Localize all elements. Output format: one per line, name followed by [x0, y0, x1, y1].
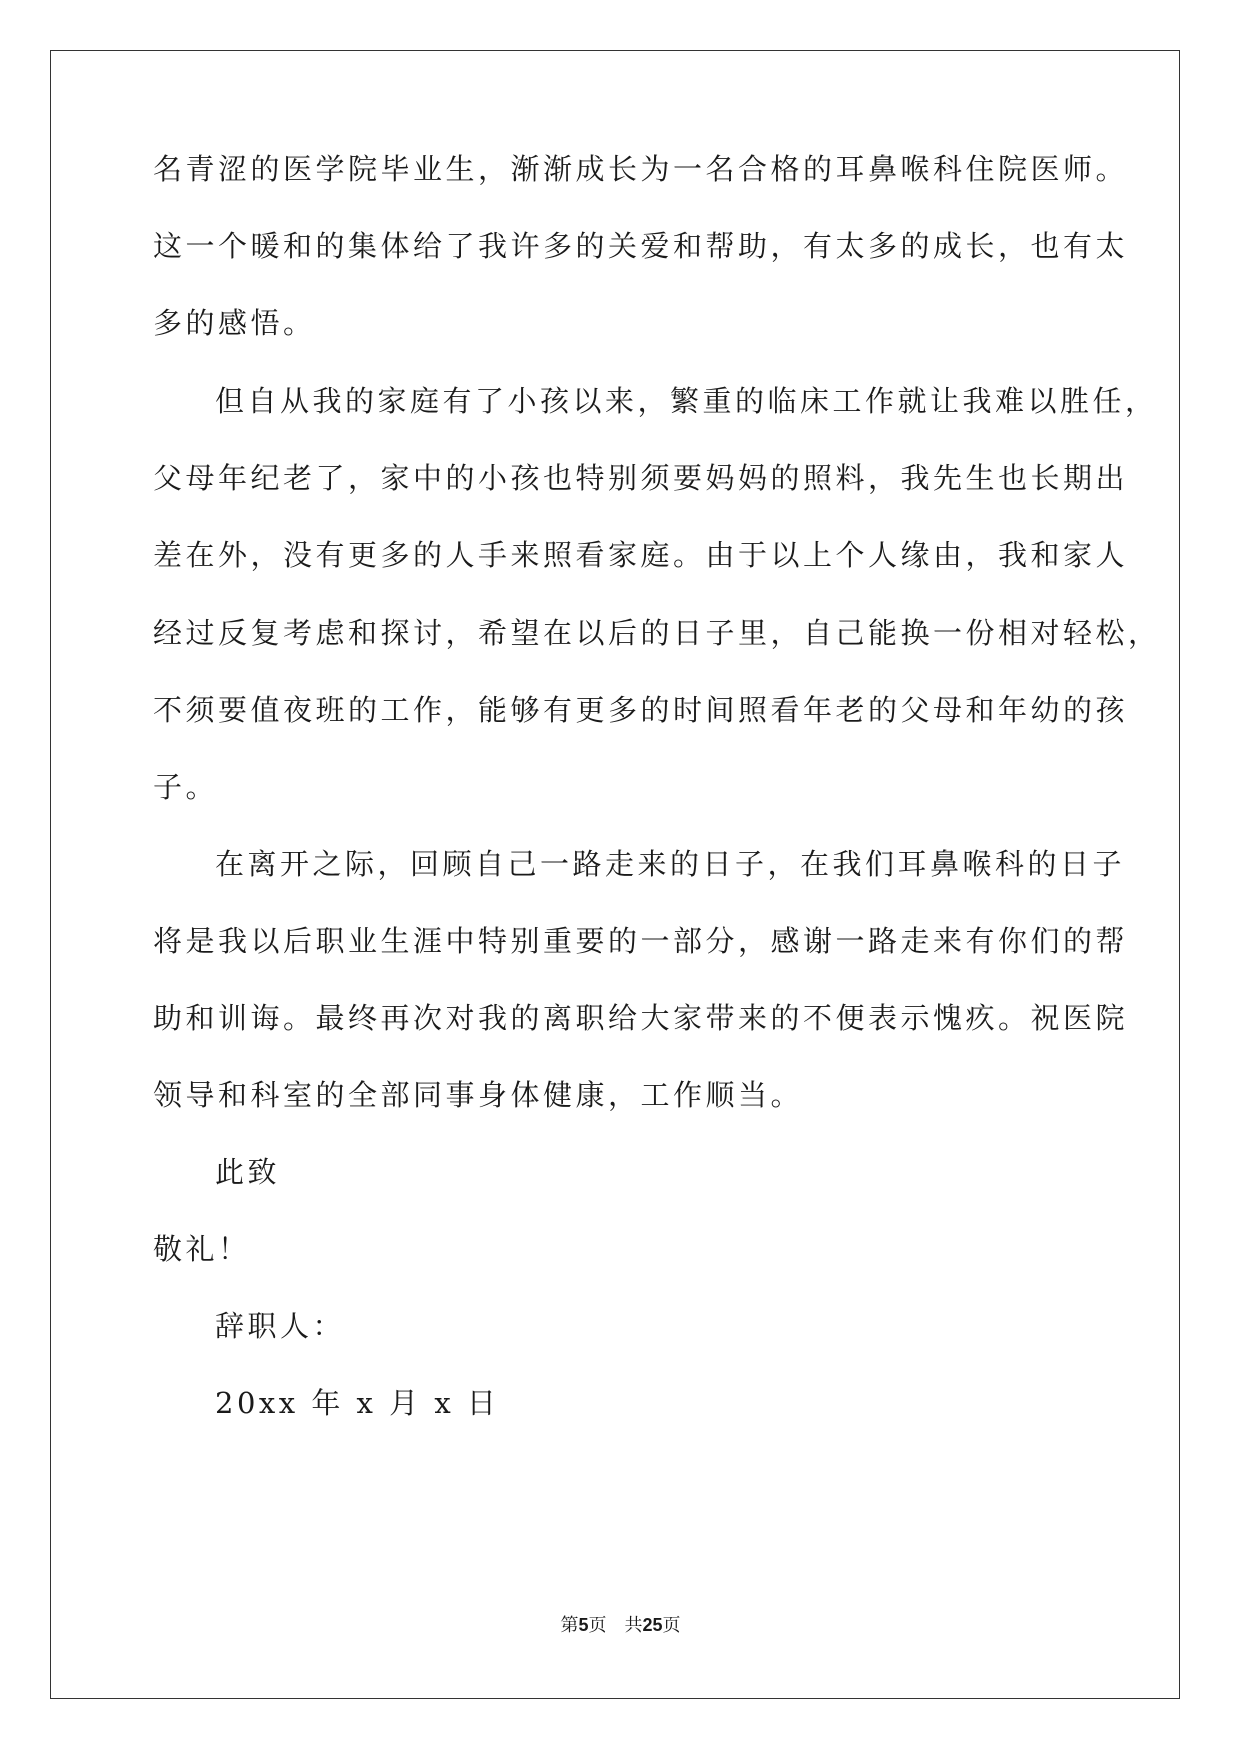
- body-line: 在离开之际，回顾自己一路走来的日子，在我们耳鼻喉科的日子: [215, 847, 1126, 881]
- body-line: 名青涩的医学院毕业生，渐渐成长为一名合格的耳鼻喉科住院医师。: [153, 152, 1129, 186]
- body-line: 这一个暖和的集体给了我许多的关爱和帮助，有太多的成长，也有太: [153, 229, 1129, 263]
- body-line: 不须要值夜班的工作，能够有更多的时间照看年老的父母和年幼的孩: [153, 693, 1129, 727]
- footer-page-unit: 页: [588, 1615, 607, 1636]
- body-line: 多的感悟。: [153, 306, 316, 340]
- closing-salutation: 此致: [215, 1155, 281, 1189]
- body-line: 父母年纪老了，家中的小孩也特别须要妈妈的照料，我先生也长期出: [153, 461, 1129, 495]
- footer-total-pages: 25: [642, 1615, 663, 1635]
- closing-regards: 敬礼！: [153, 1232, 251, 1266]
- signature-label: 辞职人：: [215, 1309, 346, 1343]
- footer-total-prefix: 共: [624, 1615, 643, 1636]
- body-line: 助和训诲。最终再次对我的离职给大家带来的不便表示愧疚。祝医院: [153, 1001, 1129, 1035]
- footer-page-number: 5: [578, 1615, 589, 1635]
- body-line: 将是我以后职业生涯中特别重要的一部分，感谢一路走来有你们的帮: [153, 924, 1129, 958]
- body-line: 经过反复考虑和探讨，希望在以后的日子里，自己能换一份相对轻松，: [153, 616, 1161, 650]
- body-line: 领导和科室的全部同事身体健康，工作顺当。: [153, 1078, 804, 1112]
- body-line: 差在外，没有更多的人手来照看家庭。由于以上个人缘由，我和家人: [153, 538, 1129, 572]
- page-footer: [0, 1614, 1241, 1637]
- date-line: 20xx 年 x 月 x 日: [215, 1386, 500, 1420]
- footer-page-prefix: 第: [560, 1615, 579, 1636]
- body-line: 但自从我的家庭有了小孩以来，繁重的临床工作就让我难以胜任，: [215, 384, 1158, 418]
- footer-total-unit: 页: [662, 1615, 681, 1636]
- body-line: 子。: [153, 770, 219, 804]
